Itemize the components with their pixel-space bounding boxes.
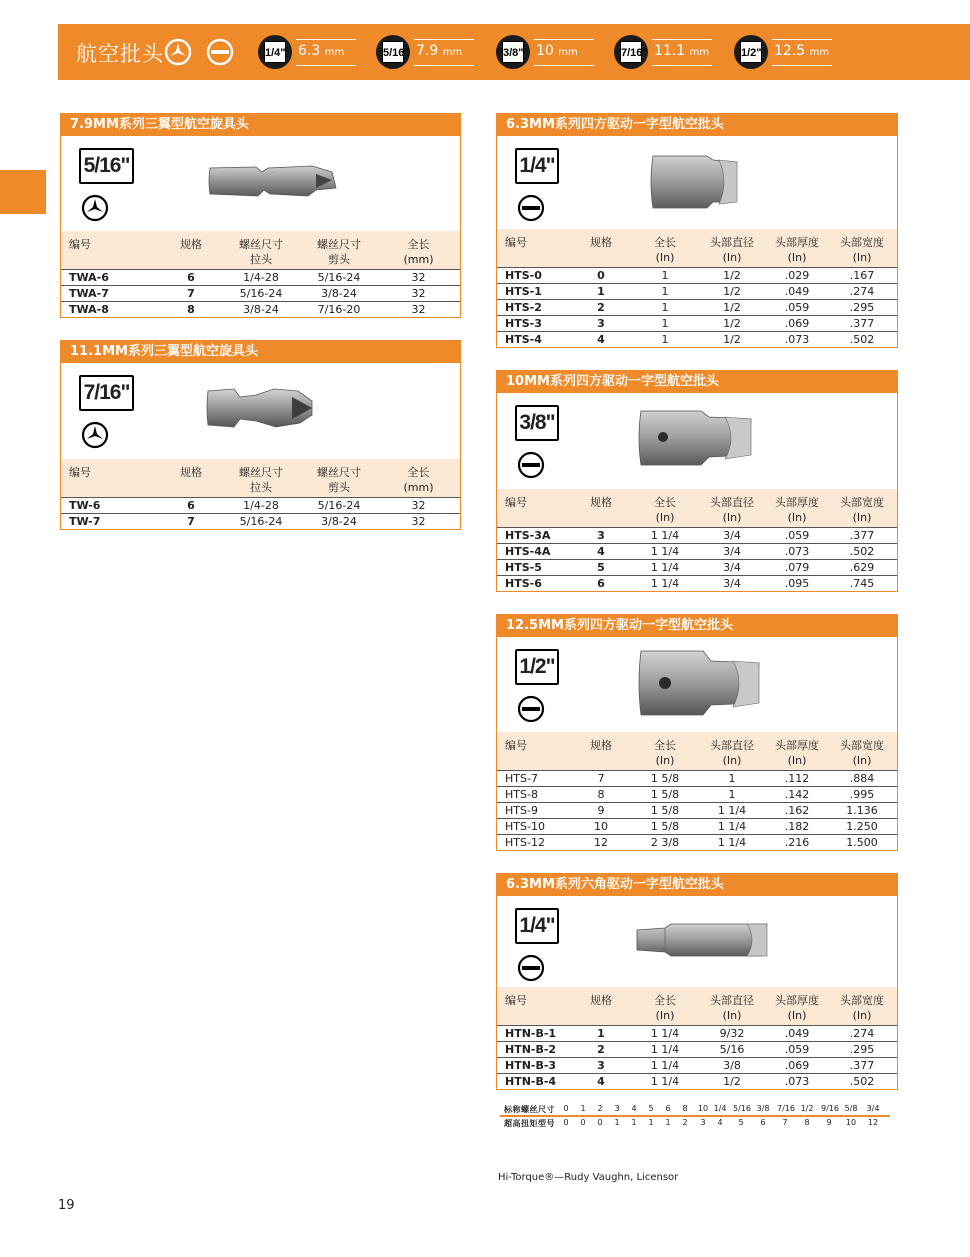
reference-value: 8 <box>682 1104 688 1113</box>
size-badge: 1/4" <box>515 908 559 944</box>
size-unit: mm <box>442 47 463 58</box>
reference-value: 1 <box>631 1118 637 1127</box>
table-row: HTS-7 7 1 5/8 1 .112 .884 <box>497 770 897 786</box>
reference-row-model <box>500 1116 890 1130</box>
slotted-icon <box>517 954 545 982</box>
column-header: 头部直径 (In) <box>710 994 754 1022</box>
tri-wing-bit-image <box>206 383 316 433</box>
spec-table <box>497 987 897 1089</box>
column-header: 螺丝尺寸 剪头 <box>317 238 361 266</box>
size-unit: mm <box>558 47 578 58</box>
section-title: 航空批头 <box>76 42 164 66</box>
panel-tw-111mm <box>60 340 461 530</box>
column-header: 全长 (In) <box>654 496 676 524</box>
size-fraction: 1/2" <box>740 41 762 63</box>
square-drive-bit-image <box>649 152 739 212</box>
reference-value: 3 <box>614 1104 620 1113</box>
table-row: HTS-4A 4 1 1/4 3/4 .073 .502 <box>497 543 897 559</box>
square-drive-bit-image <box>637 645 767 721</box>
reference-value: 1/2 <box>800 1104 814 1113</box>
table-row: HTS-3A 3 1 1/4 3/4 .059 .377 <box>497 527 897 543</box>
reference-value: 1 <box>648 1118 654 1127</box>
table-row: TWA-6 6 1/4-28 5/16-24 32 <box>61 269 460 285</box>
reference-value: 5 <box>648 1104 654 1113</box>
column-header: 头部直径 (In) <box>710 496 754 524</box>
slotted-icon <box>517 695 545 723</box>
reference-value: 5/16 <box>733 1104 751 1113</box>
column-header: 编号 <box>505 739 527 752</box>
square-drive-bit-image <box>637 405 757 471</box>
reference-row-nominal <box>500 1102 890 1116</box>
slotted-icon <box>517 194 545 222</box>
reference-value: 3/4 <box>866 1104 880 1113</box>
spec-table <box>61 459 460 529</box>
tri-wing-bit-image <box>208 158 338 204</box>
reference-label: 标称螺丝尺寸 <box>504 1105 555 1114</box>
reference-value: 1 <box>614 1118 620 1127</box>
size-mm: 11.1 <box>654 43 686 59</box>
table-row: HTN-B-2 2 1 1/4 5/16 .059 .295 <box>497 1041 897 1057</box>
side-tab <box>0 170 46 214</box>
size-mm: 12.5 <box>774 43 806 59</box>
size-badge: 1/4" <box>515 148 559 184</box>
table-row: HTS-10 10 1 5/8 1 1/4 .182 1.250 <box>497 818 897 834</box>
slotted-icon <box>517 451 545 479</box>
size-unit: mm <box>809 47 830 58</box>
hex-drive-bit-image <box>635 920 771 960</box>
column-header: 头部厚度 (In) <box>775 496 819 524</box>
reference-label: 超高扭矩型号 <box>504 1119 555 1128</box>
table-row: HTN-B-4 4 1 1/4 1/2 .073 .502 <box>497 1073 897 1089</box>
reference-value: 4 <box>631 1104 637 1113</box>
table-row: HTS-12 12 2 3/8 1 1/4 .216 1.500 <box>497 834 897 850</box>
table-row: HTS-6 6 1 1/4 3/4 .095 .745 <box>497 575 897 591</box>
table-row: TWA-7 7 5/16-24 3/8-24 32 <box>61 285 460 301</box>
reference-value: 2 <box>682 1118 688 1127</box>
size-unit: mm <box>689 47 710 58</box>
table-row: TW-7 7 5/16-24 3/8-24 32 <box>61 513 460 529</box>
table-header <box>61 231 460 269</box>
column-header: 全长 (In) <box>654 236 676 264</box>
reference-value: 6 <box>760 1118 766 1127</box>
reference-value: 9/16 <box>821 1104 839 1113</box>
size-badge: 1/2" <box>515 649 559 685</box>
tri-wing-icon <box>81 421 109 449</box>
table-header <box>497 987 897 1025</box>
reference-value: 10 <box>845 1118 857 1127</box>
reference-value: 7/16 <box>777 1104 795 1113</box>
column-header: 头部厚度 (In) <box>775 236 819 264</box>
table-row: HTS-3 3 1 1/2 .069 .377 <box>497 315 897 331</box>
panel-title: 12.5MM系列四方驱动一字型航空批头 <box>497 615 897 637</box>
table-row: HTS-9 9 1 5/8 1 1/4 .162 1.136 <box>497 802 897 818</box>
screw-size-reference <box>500 1102 890 1130</box>
spec-table <box>497 732 897 850</box>
reference-value: 2 <box>597 1104 603 1113</box>
column-header: 规格 <box>590 236 612 249</box>
column-header: 头部宽度 (In) <box>840 994 884 1022</box>
panel-title: 6.3MM系列六角驱动一字型航空批头 <box>497 874 897 896</box>
panel-hts-63mm <box>496 113 898 348</box>
size-badge: 5/16" <box>79 148 134 184</box>
page-number: 19 <box>58 1198 75 1213</box>
table-row: HTS-1 1 1 1/2 .049 .274 <box>497 283 897 299</box>
table-row: HTS-2 2 1 1/2 .059 .295 <box>497 299 897 315</box>
reference-value: 0 <box>563 1118 569 1127</box>
size-unit: mm <box>324 47 345 58</box>
spec-table <box>497 229 897 347</box>
reference-value: 3 <box>700 1118 706 1127</box>
table-row: HTS-8 8 1 5/8 1 .142 .995 <box>497 786 897 802</box>
reference-value: 1 <box>665 1118 671 1127</box>
reference-value: 1/4 <box>713 1104 727 1113</box>
size-mm: 10 <box>536 43 554 59</box>
column-header: 规格 <box>180 238 202 251</box>
column-header: 头部直径 (In) <box>710 739 754 767</box>
reference-value: 7 <box>782 1118 788 1127</box>
reference-value: 4 <box>717 1118 723 1127</box>
reference-value: 6 <box>665 1104 671 1113</box>
column-header: 规格 <box>590 496 612 509</box>
panel-htn-63mm <box>496 873 898 1090</box>
table-header <box>497 732 897 770</box>
column-header: 全长 (In) <box>654 739 676 767</box>
column-header: 编号 <box>505 496 527 509</box>
column-header: 头部厚度 (In) <box>775 739 819 767</box>
reference-value: 0 <box>563 1104 569 1113</box>
panel-title: 11.1MM系列三翼型航空旋具头 <box>61 341 460 363</box>
table-row: HTN-B-1 1 1 1/4 9/32 .049 .274 <box>497 1025 897 1041</box>
table-row: TW-6 6 1/4-28 5/16-24 32 <box>61 497 460 513</box>
licensor-note: Hi-Torque®—Rudy Vaughn, Licensor <box>498 1172 679 1183</box>
column-header: 编号 <box>505 236 527 249</box>
reference-value: 8 <box>804 1118 810 1127</box>
table-header <box>497 489 897 527</box>
column-header: 头部宽度 (In) <box>840 496 884 524</box>
reference-value: 1 <box>580 1104 586 1113</box>
column-header: 规格 <box>590 739 612 752</box>
size-fraction: 7/16" <box>620 41 642 63</box>
spec-table <box>61 231 460 317</box>
reference-value: 9 <box>826 1118 832 1127</box>
table-row: HTS-0 0 1 1/2 .029 .167 <box>497 267 897 283</box>
reference-value: 12 <box>867 1118 879 1127</box>
size-fraction: 1/4" <box>264 41 286 63</box>
reference-value: 5 <box>738 1118 744 1127</box>
slotted-icon <box>206 38 234 66</box>
column-header: 头部宽度 (In) <box>840 739 884 767</box>
column-header: 螺丝尺寸 拉头 <box>239 238 283 266</box>
column-header: 螺丝尺寸 拉头 <box>239 466 283 494</box>
column-header: 全长 (In) <box>654 994 676 1022</box>
column-header: 规格 <box>590 994 612 1007</box>
reference-value: 3/8 <box>756 1104 770 1113</box>
column-header: 编号 <box>69 238 91 251</box>
size-fraction: 3/8" <box>502 41 524 63</box>
column-header: 头部宽度 (In) <box>840 236 884 264</box>
column-header: 规格 <box>180 466 202 479</box>
table-row: TWA-8 8 3/8-24 7/16-20 32 <box>61 301 460 317</box>
reference-value: 10 <box>697 1104 709 1113</box>
table-header <box>497 229 897 267</box>
column-header: 编号 <box>69 466 91 479</box>
column-header: 头部厚度 (In) <box>775 994 819 1022</box>
table-row: HTN-B-3 3 1 1/4 3/8 .069 .377 <box>497 1057 897 1073</box>
table-row: HTS-4 4 1 1/2 .073 .502 <box>497 331 897 347</box>
size-mm: 6.3 <box>298 43 321 59</box>
section-banner <box>58 24 970 80</box>
spec-table <box>497 489 897 591</box>
panel-title: 10MM系列四方驱动一字型航空批头 <box>497 371 897 393</box>
column-header: 头部直径 (In) <box>710 236 754 264</box>
table-header <box>61 459 460 497</box>
tri-wing-icon <box>81 194 109 222</box>
reference-value: 5/8 <box>844 1104 858 1113</box>
column-header: 螺丝尺寸 剪头 <box>317 466 361 494</box>
column-header: 全长 (mm) <box>403 466 434 494</box>
column-header: 全长 (mm) <box>403 238 434 266</box>
panel-title: 6.3MM系列四方驱动一字型航空批头 <box>497 114 897 136</box>
size-badge: 7/16" <box>79 375 134 411</box>
reference-value: 0 <box>580 1118 586 1127</box>
tri-wing-icon <box>164 38 192 66</box>
size-mm: 7.9 <box>416 43 439 59</box>
size-fraction: 5/16" <box>382 41 404 63</box>
panel-hts-125mm <box>496 614 898 851</box>
size-badge: 3/8" <box>515 405 559 441</box>
column-header: 编号 <box>505 994 527 1007</box>
panel-tw-79mm <box>60 113 461 318</box>
panel-hts-10mm <box>496 370 898 592</box>
table-row: HTS-5 5 1 1/4 3/4 .079 .629 <box>497 559 897 575</box>
reference-value: 0 <box>597 1118 603 1127</box>
panel-title: 7.9MM系列三翼型航空旋具头 <box>61 114 460 136</box>
